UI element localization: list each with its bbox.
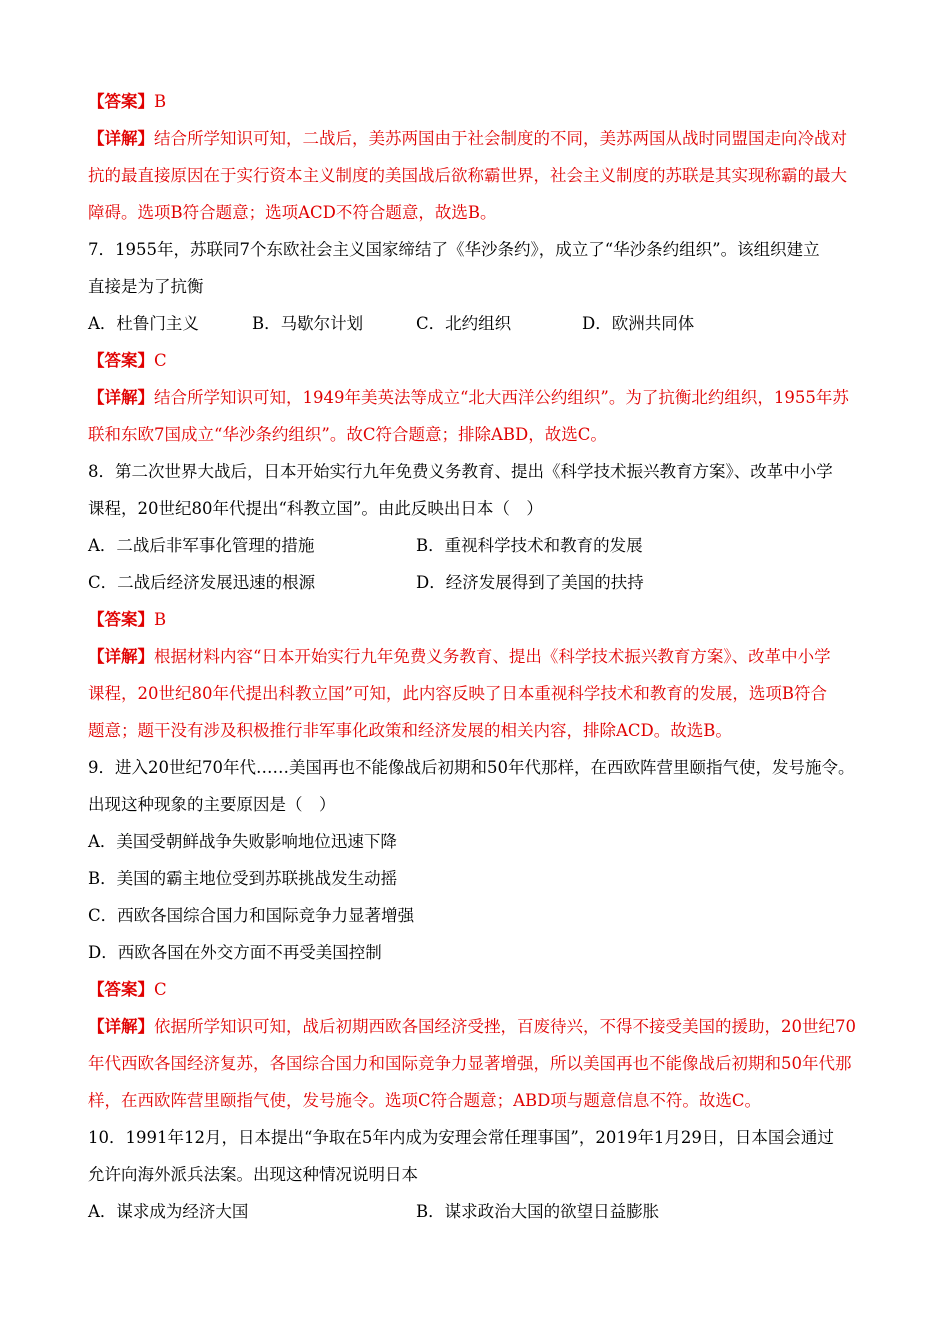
answer-value: B — [154, 610, 167, 629]
explanation-6-line-1: 【详解】结合所学知识可知，二战后，美苏两国由于社会制度的不同，美苏两国从战时同盟国走向冷战对 — [88, 129, 847, 148]
explanation-9-line-3: 样，在西欧阵营里颐指气使，发号施令。选项C符合题意；ABD项与题意信息不符。故选C。 — [88, 1091, 762, 1110]
explanation-8-line-3: 题意；题干没有涉及积极推行非军事化政策和经济发展的相关内容，排除ACD。故选B。 — [88, 721, 732, 740]
explanation-tag: 【详解】 — [88, 129, 154, 148]
option-8-a: A．二战后非军事化管理的措施 — [88, 536, 315, 555]
answer-6 — [88, 90, 166, 114]
option-7-a: A．杜鲁门主义 — [88, 314, 199, 333]
option-10-a: A．谋求成为经济大国 — [88, 1202, 249, 1221]
option-8-d: D．经济发展得到了美国的扶持 — [416, 573, 644, 592]
explanation-7-line-1: 【详解】结合所学知识可知，1949年美英法等成立“北大西洋公约组织”。为了抗衡北约组织，1955年苏 — [88, 388, 849, 407]
explanation-tag: 【详解】 — [88, 1017, 154, 1036]
explanation-tag: 【详解】 — [88, 388, 154, 407]
option-7-c: C．北约组织 — [416, 314, 512, 333]
answer-tag: 【答案】 — [88, 610, 154, 629]
question-7-stem-2: 直接是为了抗衡 — [88, 277, 204, 296]
explanation-6-line-3: 障碍。选项B符合题意；选项ACD不符合题意，故选B。 — [88, 203, 497, 222]
answer-tag: 【答案】 — [88, 980, 154, 999]
answer-tag: 【答案】 — [88, 351, 154, 370]
option-9-c: C．西欧各国综合国力和国际竞争力显著增强 — [88, 906, 415, 925]
explanation-9-line-1: 【详解】依据所学知识可知，战后初期西欧各国经济受挫，百废待兴，不得不接受美国的援助，20世纪70 — [88, 1017, 856, 1036]
answer-8 — [88, 608, 166, 632]
answer-7 — [88, 349, 167, 373]
option-10-b: B．谋求政治大国的欲望日益膨胀 — [416, 1202, 660, 1221]
explanation-9-line-2: 年代西欧各国经济复苏，各国综合国力和国际竞争力显著增强，所以美国再也不能像战后初期和50年代那 — [88, 1054, 852, 1073]
question-9-stem-2: 出现这种现象的主要原因是（ ） — [88, 795, 336, 814]
option-8-b: B．重视科学技术和教育的发展 — [416, 536, 643, 555]
question-8-stem-2: 课程，20世纪80年代提出“科教立国”。由此反映出日本（ ） — [88, 499, 543, 518]
question-10-stem-2: 允许向海外派兵法案。出现这种情况说明日本 — [88, 1165, 418, 1184]
explanation-8-line-2: 课程，20世纪80年代提出科教立国”可知，此内容反映了日本重视科学技术和教育的发展，选项B符合 — [88, 684, 828, 703]
explanation-7-line-2: 联和东欧7国成立“华沙条约组织”。故C符合题意；排除ABD，故选C。 — [88, 425, 607, 444]
question-9-stem-1: 9．进入20世纪70年代……美国再也不能像战后初期和50年代那样，在西欧阵营里颐指气使，发号施令。 — [88, 758, 855, 777]
option-9-a: A．美国受朝鲜战争失败影响地位迅速下降 — [88, 832, 397, 851]
explanation-6-line-2: 抗的最直接原因在于实行资本主义制度的美国战后欲称霸世界，社会主义制度的苏联是其实现称霸的最大 — [88, 166, 847, 185]
option-7-d: D．欧洲共同体 — [582, 314, 695, 333]
explanation-tag: 【详解】 — [88, 647, 154, 666]
answer-value: B — [154, 92, 167, 111]
explanation-8-line-1: 【详解】根据材料内容“日本开始实行九年免费义务教育、提出《科学技术振兴教育方案》、改革中小学 — [88, 647, 831, 666]
answer-value: C — [154, 351, 167, 370]
question-7-stem-1: 7．1955年，苏联同7个东欧社会主义国家缔结了《华沙条约》，成立了“华沙条约组织”。该组织建立 — [88, 240, 820, 259]
option-7-b: B．马歇尔计划 — [252, 314, 364, 333]
option-9-b: B．美国的霸主地位受到苏联挑战发生动摇 — [88, 869, 398, 888]
question-10-stem-1: 10．1991年12月，日本提出“争取在5年内成为安理会常任理事国”，2019年1月29日，日本国会通过 — [88, 1128, 834, 1147]
option-8-c: C．二战后经济发展迅速的根源 — [88, 573, 316, 592]
option-9-d: D．西欧各国在外交方面不再受美国控制 — [88, 943, 382, 962]
question-8-stem-1: 8．第二次世界大战后，日本开始实行九年免费义务教育、提出《科学技术振兴教育方案》、改革中小学 — [88, 462, 833, 481]
answer-9 — [88, 978, 167, 1002]
answer-value: C — [154, 980, 167, 999]
answer-tag: 【答案】 — [88, 92, 154, 111]
